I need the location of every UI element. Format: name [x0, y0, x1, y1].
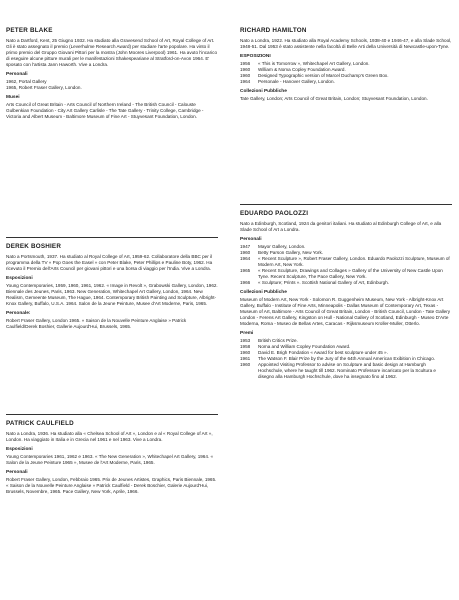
- artist-bio: Nato a Dartford, Kent, 25 Giugno 1932. Ha studiato alla Gravesend School of Art, Royal College of Art. Gli è stato assegnato il premio (Leverhulme Research Award) per studiare l'arte popolare. Ha vinto il primo premio del Gruppo Giovani Pittori per la mostra (John Moores Liverpool) 1961. Ha avuto l'incarico di eseguire alcune pitture murali per le manifestazioni Shakespeariane al Stratford-on-Avon 1964. E' sposato con l'artista Jann Haworth. Vive a Londra.: [6, 38, 218, 67]
- section-heading-collezioni: Collezioni Pubbliche: [240, 290, 287, 295]
- section-heading-esposizioni: Esposizioni: [6, 276, 33, 281]
- personale-row: 1960 Betty Parson Gallery, New York.: [240, 250, 324, 255]
- section-heading-esposizioni: Esposizioni: [6, 447, 33, 452]
- section-divider: [240, 204, 452, 205]
- section-heading-personale: Personale:: [6, 311, 31, 316]
- esposizione-row: 1960 William & Noma Copley Foundation Award.: [240, 67, 346, 72]
- artist-bio: Nato a Edinburgh, Scotland, 1924 da genitori italiani. Ha studiato al Edinburgh College of Art, e alla Slade School of Art a Londra.: [240, 221, 442, 232]
- musei-text: Arts Council of Great Britain - Arts Council of Northern Ireland - The British Council - Calouste Gulbenkian Foundation - City Art Gallery Carlisle - The Tate Gallery - Trinity College, Cambridge - Victoria and Albert Museum - Baltimore Museum of Fine Art - Stuyvesant Foundation, London.: [6, 102, 204, 119]
- artist-bio: Nato a Londra, 1936. Ha studiato alla « Chelsea School of Art », London e al « Royal College of Art », London. Ha viaggiato in Italia e in Grecia nel 1961 e nel 1963. Vive a Londra.: [6, 431, 213, 442]
- personale-row: 1947 Mayor Gallery, London.: [240, 244, 306, 249]
- artist-name: PATRICK CAULFIELD: [6, 420, 74, 427]
- section-heading-personali: Personali: [240, 237, 262, 242]
- personale-text: Robert Fraser Gallery, London 1965. « Saison de la Nouvelle Peinture Anglaise » Patrick Caulfield/Derek Boshier, Gallerie Aujourd'Hui, Brussels, 1965.: [6, 318, 187, 329]
- premio-row: 1961 The Watson F. Blair Prize by the Jury of the 64th Annual American Exibition in Chicago.: [240, 356, 436, 361]
- esposizione-row: 1964 Personale - Hanover Gallery, London.: [240, 79, 335, 84]
- collezioni-text: Museum of Modern Art, New York - Solomon R. Guggenheim Museum, New York - Albright-Knox Art Gallery, Buffalo - Institute of Fine Arts, Minneapolis - Dallas Museum of Contemporary Art, Texas - Museum of Art, Baltimore - Arts Council of Great Britain, London - British Council, London - Tate Gallery London - Ferens Art Gallery, Kingston on Hull - National Gallery of Scotland, Edinburgh - Museo D'Arte Moderna, Roma - Museo de Bellas Artes, Caracas - Rijksmuseum Kroller-Muller, Otterlo.: [240, 297, 451, 326]
- section-heading-personali: Personali: [6, 72, 28, 77]
- section-heading-personali: Personali: [6, 470, 28, 475]
- artist-bio: Nato a Londra, 1922. Ha studiato alla Royal Academy Schools, 1938-40 e 1946-47, e alla Slade School, 1948-51. Dal 1953 è stato assistente nella facoltà di Belle Arti della Università di Newcastle-upon-Tyne.: [240, 38, 452, 49]
- section-divider: [6, 414, 218, 415]
- personale-row: 1964 « Recent Sculpture », Robert Fraser Gallery, London. Eduardo Paolozzi Sculpture, Museum of Modern Art, New York.: [240, 256, 450, 267]
- section-heading-musei: Musei: [6, 95, 20, 100]
- artist-name: RICHARD HAMILTON: [240, 27, 307, 34]
- premio-row: 1958 Noma and William Copley Foundation Award.: [240, 344, 351, 349]
- artist-entry-paolozzi: [240, 210, 452, 380]
- artist-name: PETER BLAKE: [6, 27, 53, 34]
- artist-entry-caulfield: [6, 420, 218, 495]
- esposizioni-text: Young Contemporaries, 1959, 1960, 1961, 1962. « Image in Revolt », Grabowski Gallery, London, 1962. Biennale des Jeunes, Paris, 1963. New Generation, Whitechapel Art Gallery, London, 1964. New Realism, Gemeente Museum, The Hague, 1964. Contemporary British Painting and Sculpture, Albright-Knox Gallery, Buffalo, U.S.A. 1964. Salon de la Jeune Peinture, Musee d'Art Moderne, Paris, 1965.: [6, 283, 218, 306]
- premio-row: 1953 British Critics Prize.: [240, 338, 298, 343]
- section-heading-esposizioni: ESPOSIZIONI: [240, 54, 271, 59]
- artist-name: EDUARDO PAOLOZZI: [240, 210, 309, 217]
- esposizione-row: 1956 « This is Tomorrow », Whitechapel Art Gallery, London.: [240, 61, 370, 66]
- artist-entry-hamilton: [240, 27, 452, 102]
- artist-bio: Nato a Portsmouth, 1937. Ha studiato al Royal College of Art, 1959-62. Collaboratore della BBC per il programma della TV « Pop Goes the Easel » con Peter Blake, Peter Phillips e Pauline Boty, 1962. Ha ricevuto il Premio dell'Arts Council per giovani pittori e una borsa di viaggio per l'India. Vive a Londra.: [6, 254, 213, 271]
- section-divider: [6, 237, 218, 238]
- personali-text: Robert Fraser Gallery, London, Febbraio 1965. Prix de Jeunes Artistes, Graphics, Paris Biennale, 1965. « Saison de la Nouvelle Peinture Anglaise » Patrick Caulfield - Derek Boschier, Galerie Aujourd'Hui, Brussels, Novembre, 1965. Pace Gallery, New York, Aprile, 1966.: [6, 477, 217, 494]
- personale-item: 1965, Robert Fraser Gallery, London.: [6, 85, 82, 90]
- esposizioni-text: Young Contemporaries 1961, 1962 e 1963. « The New Generation », Whitechapel Art Gallery, 1964. « Salon de la Jeune Peinture 1965 », Musee de l'Art Moderne, Paris, 1965.: [6, 454, 214, 465]
- personale-item: 1962, Portal Gallery: [6, 79, 47, 84]
- section-heading-premi: Premi: [240, 331, 254, 336]
- premio-row: 1960 Appointed Visiting Professor to advise on Sculpture and basic design at Hamburgh Hochschule, where he taught till 1962. Nominato Professore incaricato per la Scultura e disegno alla Hamburgh Hochschule, dove ha insegnato fino al 1962.: [240, 362, 436, 379]
- esposizione-row: 1960 Designed Typographic version of Marcel Duchamp's Green Box.: [240, 73, 389, 78]
- collezioni-text: Tate Gallery, London; Arts Council of Great Britain, London; Stuyvesant Foundation, London.: [240, 96, 428, 101]
- personale-row: 1966 « Sculpture; Prints ». Scottish National Gallery of Art, Edinburgh.: [240, 280, 389, 285]
- artist-entry-boshier: [6, 243, 218, 330]
- personale-row: 1965 « Recent Sculpture, Drawings and Collages » Gallery of the University of New Castle Upon Tyne. Recent Sculpture, The Pace Gallery, New York.: [240, 268, 443, 279]
- artist-name: DEREK BOSHIER: [6, 243, 62, 250]
- artist-entry-blake: [6, 27, 218, 120]
- section-heading-collezioni: Collezioni Pubbliche: [240, 89, 287, 94]
- premio-row: 1960 David E. Brigh Fondation « Award for best sculpture under 45 ».: [240, 350, 388, 355]
